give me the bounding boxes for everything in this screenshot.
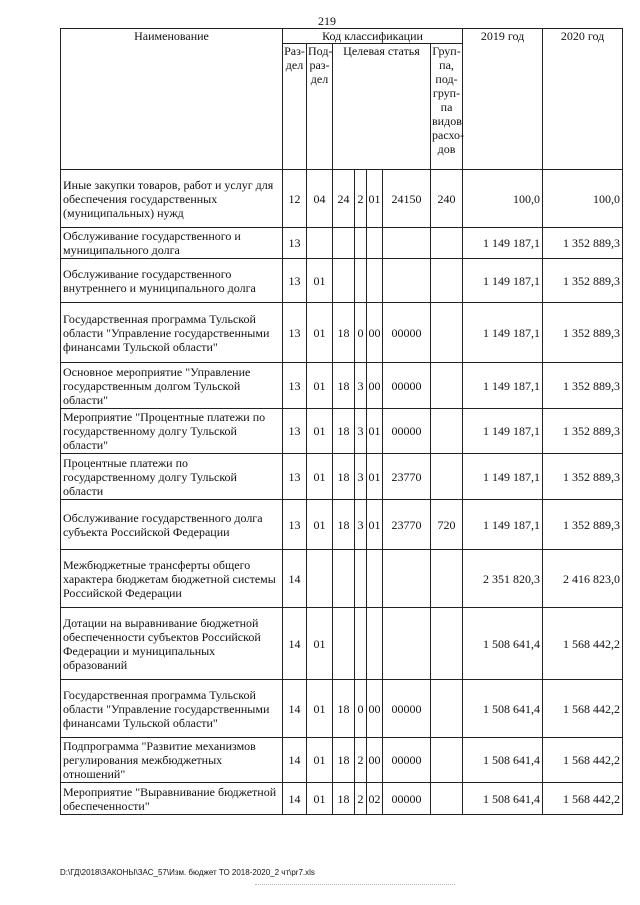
header-subsection: Под-раз-дел bbox=[307, 44, 333, 170]
row-section: 12 bbox=[283, 170, 307, 228]
table-row bbox=[61, 500, 623, 550]
row-subsection: 01 bbox=[307, 500, 333, 550]
row-amount-2020: 1 352 889,3 bbox=[543, 500, 623, 550]
row-target-program: 18 bbox=[333, 454, 355, 500]
row-section: 13 bbox=[283, 363, 307, 409]
row-expense-group bbox=[431, 550, 463, 608]
row-amount-2020: 1 352 889,3 bbox=[543, 259, 623, 303]
row-section: 13 bbox=[283, 454, 307, 500]
row-amount-2020: 1 352 889,3 bbox=[543, 303, 623, 363]
row-amount-2020: 100,0 bbox=[543, 170, 623, 228]
page-number: 219 bbox=[318, 14, 336, 28]
row-name: Обслуживание государственного внутреннего и муниципального долга bbox=[61, 259, 283, 303]
row-amount-2019: 1 508 641,4 bbox=[463, 738, 543, 783]
row-target-subprogram: 2 bbox=[355, 783, 367, 815]
table-row bbox=[61, 454, 623, 500]
row-target-direction: 24150 bbox=[383, 170, 431, 228]
row-target-activity: 00 bbox=[367, 680, 383, 738]
row-name: Обслуживание государственного долга субъекта Российской Федерации bbox=[61, 500, 283, 550]
row-expense-group bbox=[431, 228, 463, 259]
row-section: 13 bbox=[283, 228, 307, 259]
row-target-subprogram: 0 bbox=[355, 303, 367, 363]
header-target-article: Целевая статья bbox=[333, 44, 431, 170]
row-target-subprogram: 0 bbox=[355, 680, 367, 738]
row-target-subprogram: 3 bbox=[355, 500, 367, 550]
footer-file-path: D:\ГД\2018\ЗАКОНЫ\ЗАС_57\Изм. бюджет ТО 2018-2020_2 чт\pr7.xls bbox=[60, 868, 315, 877]
table-row bbox=[61, 228, 623, 259]
row-target-activity bbox=[367, 228, 383, 259]
row-subsection bbox=[307, 228, 333, 259]
table-row bbox=[61, 259, 623, 303]
row-subsection bbox=[307, 550, 333, 608]
row-amount-2019: 100,0 bbox=[463, 170, 543, 228]
row-section: 13 bbox=[283, 500, 307, 550]
row-amount-2019: 1 508 641,4 bbox=[463, 680, 543, 738]
row-expense-group bbox=[431, 738, 463, 783]
row-target-direction bbox=[383, 550, 431, 608]
row-target-program: 18 bbox=[333, 303, 355, 363]
row-target-subprogram: 3 bbox=[355, 454, 367, 500]
row-expense-group: 720 bbox=[431, 500, 463, 550]
row-target-activity: 01 bbox=[367, 454, 383, 500]
row-section: 13 bbox=[283, 303, 307, 363]
row-target-direction: 00000 bbox=[383, 738, 431, 783]
row-section: 13 bbox=[283, 259, 307, 303]
row-target-subprogram bbox=[355, 259, 367, 303]
row-expense-group bbox=[431, 363, 463, 409]
row-target-activity: 00 bbox=[367, 303, 383, 363]
row-target-subprogram: 3 bbox=[355, 363, 367, 409]
row-target-direction: 23770 bbox=[383, 500, 431, 550]
row-amount-2020: 1 352 889,3 bbox=[543, 363, 623, 409]
row-target-activity bbox=[367, 550, 383, 608]
row-target-direction: 00000 bbox=[383, 783, 431, 815]
row-amount-2020: 1 568 442,2 bbox=[543, 608, 623, 680]
row-amount-2019: 1 149 187,1 bbox=[463, 303, 543, 363]
row-expense-group bbox=[431, 303, 463, 363]
row-name: Процентные платежи по государственному долгу Тульской области bbox=[61, 454, 283, 500]
table-row bbox=[61, 738, 623, 783]
header-name: Наименование bbox=[61, 29, 283, 170]
row-amount-2020: 1 568 442,2 bbox=[543, 738, 623, 783]
table-header-row bbox=[61, 29, 623, 44]
row-subsection: 01 bbox=[307, 608, 333, 680]
row-name: Государственная программа Тульской области "Управление государственными финансами Тульской области" bbox=[61, 680, 283, 738]
row-expense-group bbox=[431, 259, 463, 303]
row-target-program bbox=[333, 259, 355, 303]
header-expense-group: Груп-па, под-груп-па видов расхо-дов bbox=[431, 44, 463, 170]
row-name: Дотации на выравнивание бюджетной обеспеченности субъектов Российской Федерации и муниципальных образований bbox=[61, 608, 283, 680]
row-amount-2020: 1 568 442,2 bbox=[543, 783, 623, 815]
row-subsection: 01 bbox=[307, 259, 333, 303]
row-amount-2020: 1 352 889,3 bbox=[543, 228, 623, 259]
table-row bbox=[61, 608, 623, 680]
row-target-direction: 00000 bbox=[383, 409, 431, 454]
row-subsection: 04 bbox=[307, 170, 333, 228]
row-target-program: 18 bbox=[333, 409, 355, 454]
table-row bbox=[61, 550, 623, 608]
row-expense-group bbox=[431, 454, 463, 500]
row-target-subprogram bbox=[355, 228, 367, 259]
row-section: 14 bbox=[283, 608, 307, 680]
row-name: Обслуживание государственного и муниципального долга bbox=[61, 228, 283, 259]
row-subsection: 01 bbox=[307, 363, 333, 409]
row-target-subprogram bbox=[355, 550, 367, 608]
row-target-activity: 00 bbox=[367, 738, 383, 783]
row-target-activity: 02 bbox=[367, 783, 383, 815]
row-target-program: 18 bbox=[333, 680, 355, 738]
row-target-program bbox=[333, 608, 355, 680]
row-target-activity bbox=[367, 608, 383, 680]
row-subsection: 01 bbox=[307, 680, 333, 738]
header-year-2020: 2020 год bbox=[543, 29, 623, 170]
row-section: 13 bbox=[283, 409, 307, 454]
row-name: Мероприятие "Выравнивание бюджетной обеспеченности" bbox=[61, 783, 283, 815]
row-target-direction bbox=[383, 608, 431, 680]
table-row bbox=[61, 363, 623, 409]
row-target-subprogram: 3 bbox=[355, 409, 367, 454]
header-year-2019: 2019 год bbox=[463, 29, 543, 170]
row-expense-group: 240 bbox=[431, 170, 463, 228]
row-expense-group bbox=[431, 409, 463, 454]
row-section: 14 bbox=[283, 550, 307, 608]
table-row bbox=[61, 303, 623, 363]
row-subsection: 01 bbox=[307, 738, 333, 783]
table-row bbox=[61, 783, 623, 815]
row-name: Межбюджетные трансферты общего характера бюджетам бюджетной системы Российской Федерации bbox=[61, 550, 283, 608]
row-amount-2020: 2 416 823,0 bbox=[543, 550, 623, 608]
row-target-program: 18 bbox=[333, 363, 355, 409]
row-amount-2019: 1 149 187,1 bbox=[463, 259, 543, 303]
table-row bbox=[61, 409, 623, 454]
row-amount-2019: 1 508 641,4 bbox=[463, 783, 543, 815]
row-subsection: 01 bbox=[307, 454, 333, 500]
row-amount-2020: 1 568 442,2 bbox=[543, 680, 623, 738]
row-amount-2019: 1 149 187,1 bbox=[463, 363, 543, 409]
row-target-program: 18 bbox=[333, 738, 355, 783]
row-amount-2020: 1 352 889,3 bbox=[543, 409, 623, 454]
row-subsection: 01 bbox=[307, 783, 333, 815]
row-target-subprogram bbox=[355, 608, 367, 680]
row-amount-2019: 1 149 187,1 bbox=[463, 228, 543, 259]
row-target-direction: 00000 bbox=[383, 680, 431, 738]
row-expense-group bbox=[431, 608, 463, 680]
row-subsection: 01 bbox=[307, 409, 333, 454]
row-target-activity bbox=[367, 259, 383, 303]
row-target-program bbox=[333, 228, 355, 259]
row-amount-2019: 1 508 641,4 bbox=[463, 608, 543, 680]
table-row bbox=[61, 680, 623, 738]
row-amount-2019: 1 149 187,1 bbox=[463, 409, 543, 454]
budget-table bbox=[60, 28, 623, 815]
row-target-subprogram: 2 bbox=[355, 170, 367, 228]
row-amount-2020: 1 352 889,3 bbox=[543, 454, 623, 500]
row-target-activity: 01 bbox=[367, 170, 383, 228]
row-name: Основное мероприятие "Управление государственным долгом Тульской области" bbox=[61, 363, 283, 409]
row-target-activity: 00 bbox=[367, 363, 383, 409]
row-subsection: 01 bbox=[307, 303, 333, 363]
header-section: Раз-дел bbox=[283, 44, 307, 170]
row-amount-2019: 2 351 820,3 bbox=[463, 550, 543, 608]
table-body bbox=[61, 170, 623, 815]
row-target-program: 24 bbox=[333, 170, 355, 228]
row-target-direction bbox=[383, 259, 431, 303]
row-target-program: 18 bbox=[333, 783, 355, 815]
header-classification-code: Код классификации bbox=[283, 29, 463, 44]
scan-artifact bbox=[255, 884, 455, 889]
row-target-activity: 01 bbox=[367, 500, 383, 550]
row-amount-2019: 1 149 187,1 bbox=[463, 454, 543, 500]
row-target-direction: 00000 bbox=[383, 363, 431, 409]
row-target-subprogram: 2 bbox=[355, 738, 367, 783]
row-section: 14 bbox=[283, 680, 307, 738]
row-expense-group bbox=[431, 680, 463, 738]
row-target-program bbox=[333, 550, 355, 608]
row-target-direction bbox=[383, 228, 431, 259]
row-expense-group bbox=[431, 783, 463, 815]
row-name: Подпрограмма "Развитие механизмов регулирования межбюджетных отношений" bbox=[61, 738, 283, 783]
row-target-activity: 01 bbox=[367, 409, 383, 454]
row-target-direction: 00000 bbox=[383, 303, 431, 363]
table-row bbox=[61, 170, 623, 228]
row-name: Государственная программа Тульской области "Управление государственными финансами Тульской области" bbox=[61, 303, 283, 363]
row-section: 14 bbox=[283, 783, 307, 815]
row-name: Мероприятие "Процентные платежи по государственному долгу Тульской области" bbox=[61, 409, 283, 454]
row-target-program: 18 bbox=[333, 500, 355, 550]
row-target-direction: 23770 bbox=[383, 454, 431, 500]
row-section: 14 bbox=[283, 738, 307, 783]
row-amount-2019: 1 149 187,1 bbox=[463, 500, 543, 550]
row-name: Иные закупки товаров, работ и услуг для обеспечения государственных (муниципальных) нужд bbox=[61, 170, 283, 228]
